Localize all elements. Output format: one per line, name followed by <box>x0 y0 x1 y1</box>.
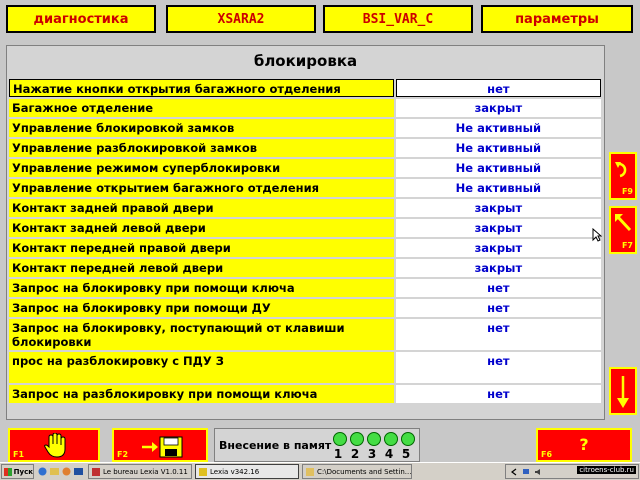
desktop-icon[interactable] <box>74 467 83 476</box>
mail-icon[interactable] <box>50 467 59 476</box>
table-row[interactable] <box>9 119 601 137</box>
table-row[interactable] <box>9 179 601 197</box>
table-row[interactable] <box>9 352 601 383</box>
table-row[interactable] <box>9 319 601 350</box>
taskbar-item-lexia-desktop[interactable] <box>88 464 192 479</box>
param-value: Не активный <box>396 119 601 137</box>
tab-vehicle[interactable] <box>166 5 316 33</box>
system-tray <box>505 464 639 479</box>
tab-parameters-label: параметры <box>515 11 599 27</box>
param-value: нет <box>396 319 601 350</box>
indicator-number: 5 <box>401 447 411 461</box>
param-value: Не активный <box>396 179 601 197</box>
param-value: Не активный <box>396 159 601 177</box>
tray-arrows-icon[interactable] <box>510 468 518 476</box>
table-row[interactable] <box>9 219 601 237</box>
f2-save-button[interactable] <box>112 428 208 462</box>
f2-key-label: F2 <box>117 450 129 459</box>
f9-key-label: F9 <box>621 187 633 196</box>
param-label: прос на разблокировку с ПДУ З <box>9 352 394 383</box>
param-value: нет <box>396 279 601 297</box>
tab-ecu[interactable] <box>323 5 473 33</box>
mouse-cursor-icon <box>592 228 602 242</box>
table-row[interactable] <box>9 159 601 177</box>
down-arrow-icon <box>615 374 631 410</box>
memory-status <box>214 428 420 462</box>
f6-help-button[interactable] <box>536 428 632 462</box>
memory-status-label: Внесение в памят <box>219 439 332 452</box>
table-row[interactable] <box>9 79 601 97</box>
param-label: Запрос на блокировку, поступающий от клавиши блокировки <box>9 319 394 350</box>
undo-arrow-icon <box>614 158 632 180</box>
param-label: Контакт передней левой двери <box>9 259 394 277</box>
param-value: нет <box>396 352 601 383</box>
indicator-number: 3 <box>367 447 377 461</box>
taskbar-item-explorer[interactable] <box>302 464 412 479</box>
parameters-panel <box>6 45 605 420</box>
table-row[interactable] <box>9 299 601 317</box>
media-icon[interactable] <box>62 467 71 476</box>
param-label: Контакт задней левой двери <box>9 219 394 237</box>
taskbar-item-label: Le bureau Lexia V1.0.11 <box>103 467 188 476</box>
panel-title: блокировка <box>253 52 358 70</box>
param-value: закрыт <box>396 219 601 237</box>
indicator-number: 1 <box>333 447 343 461</box>
help-label: ? <box>579 435 589 454</box>
scroll-down-button[interactable] <box>609 367 637 415</box>
start-button[interactable] <box>1 464 34 479</box>
tab-diagnostics-label: диагностика <box>33 11 129 27</box>
param-label: Управление блокировкой замков <box>9 119 394 137</box>
f7-button[interactable] <box>609 206 637 254</box>
table-row[interactable] <box>9 239 601 257</box>
param-value: закрыт <box>396 199 601 217</box>
hand-stop-icon <box>44 433 68 459</box>
save-disk-icon <box>140 435 184 459</box>
tray-watermark: citroens-club.ru <box>579 466 634 474</box>
ie-icon[interactable] <box>38 467 47 476</box>
param-value: нет <box>396 385 601 403</box>
indicator-number: 4 <box>384 447 394 461</box>
taskbar-item-label: Lexia v342.16 <box>210 467 260 476</box>
param-value: закрыт <box>396 239 601 257</box>
tab-parameters[interactable] <box>481 5 633 33</box>
f6-key-label: F6 <box>541 450 553 459</box>
table-row[interactable] <box>9 259 601 277</box>
volume-icon[interactable] <box>534 468 542 476</box>
param-label: Управление режимом суперблокировки <box>9 159 394 177</box>
app-icon <box>92 468 100 476</box>
param-label: Управление открытием багажного отделения <box>9 179 394 197</box>
table-row[interactable] <box>9 99 601 117</box>
f7-key-label: F7 <box>621 241 633 250</box>
indicator-light <box>384 432 398 446</box>
tab-vehicle-label: XSARA2 <box>217 11 265 27</box>
param-value: нет <box>396 299 601 317</box>
table-row[interactable] <box>9 139 601 157</box>
tab-diagnostics[interactable] <box>6 5 156 33</box>
table-row[interactable] <box>9 385 601 403</box>
taskbar <box>0 462 640 480</box>
f1-stop-button[interactable] <box>8 428 100 462</box>
param-label: Багажное отделение <box>9 99 394 117</box>
param-label: Контакт задней правой двери <box>9 199 394 217</box>
app-icon <box>199 468 207 476</box>
parameter-table <box>9 79 601 405</box>
f9-back-button[interactable] <box>609 152 637 200</box>
param-label: Запрос на блокировку при помощи ДУ <box>9 299 394 317</box>
indicator-number: 2 <box>350 447 360 461</box>
param-value: Не активный <box>396 139 601 157</box>
param-label: Контакт передней правой двери <box>9 239 394 257</box>
network-icon[interactable] <box>522 468 530 476</box>
tab-ecu-label: BSI_VAR_C <box>362 11 434 27</box>
param-label: Запрос на разблокировку при помощи ключа <box>9 385 394 403</box>
indicator-light <box>367 432 381 446</box>
param-value: нет <box>396 79 601 97</box>
taskbar-item-lexia[interactable] <box>195 464 299 479</box>
f1-key-label: F1 <box>13 450 25 459</box>
diagonal-arrow-icon <box>614 212 632 234</box>
indicator-light <box>350 432 364 446</box>
taskbar-item-label: C:\Documents and Settin... <box>317 467 412 476</box>
start-label: Пуск <box>13 467 33 476</box>
table-row[interactable] <box>9 199 601 217</box>
folder-icon <box>306 468 314 476</box>
indicator-light <box>333 432 347 446</box>
param-value: закрыт <box>396 259 601 277</box>
param-label: Запрос на блокировку при помощи ключа <box>9 279 394 297</box>
param-value: закрыт <box>396 99 601 117</box>
windows-logo-icon <box>4 468 12 476</box>
param-label: Нажатие кнопки открытия багажного отделения <box>9 79 394 97</box>
param-label: Управление разблокировкой замков <box>9 139 394 157</box>
indicator-light <box>401 432 415 446</box>
table-row[interactable] <box>9 279 601 297</box>
